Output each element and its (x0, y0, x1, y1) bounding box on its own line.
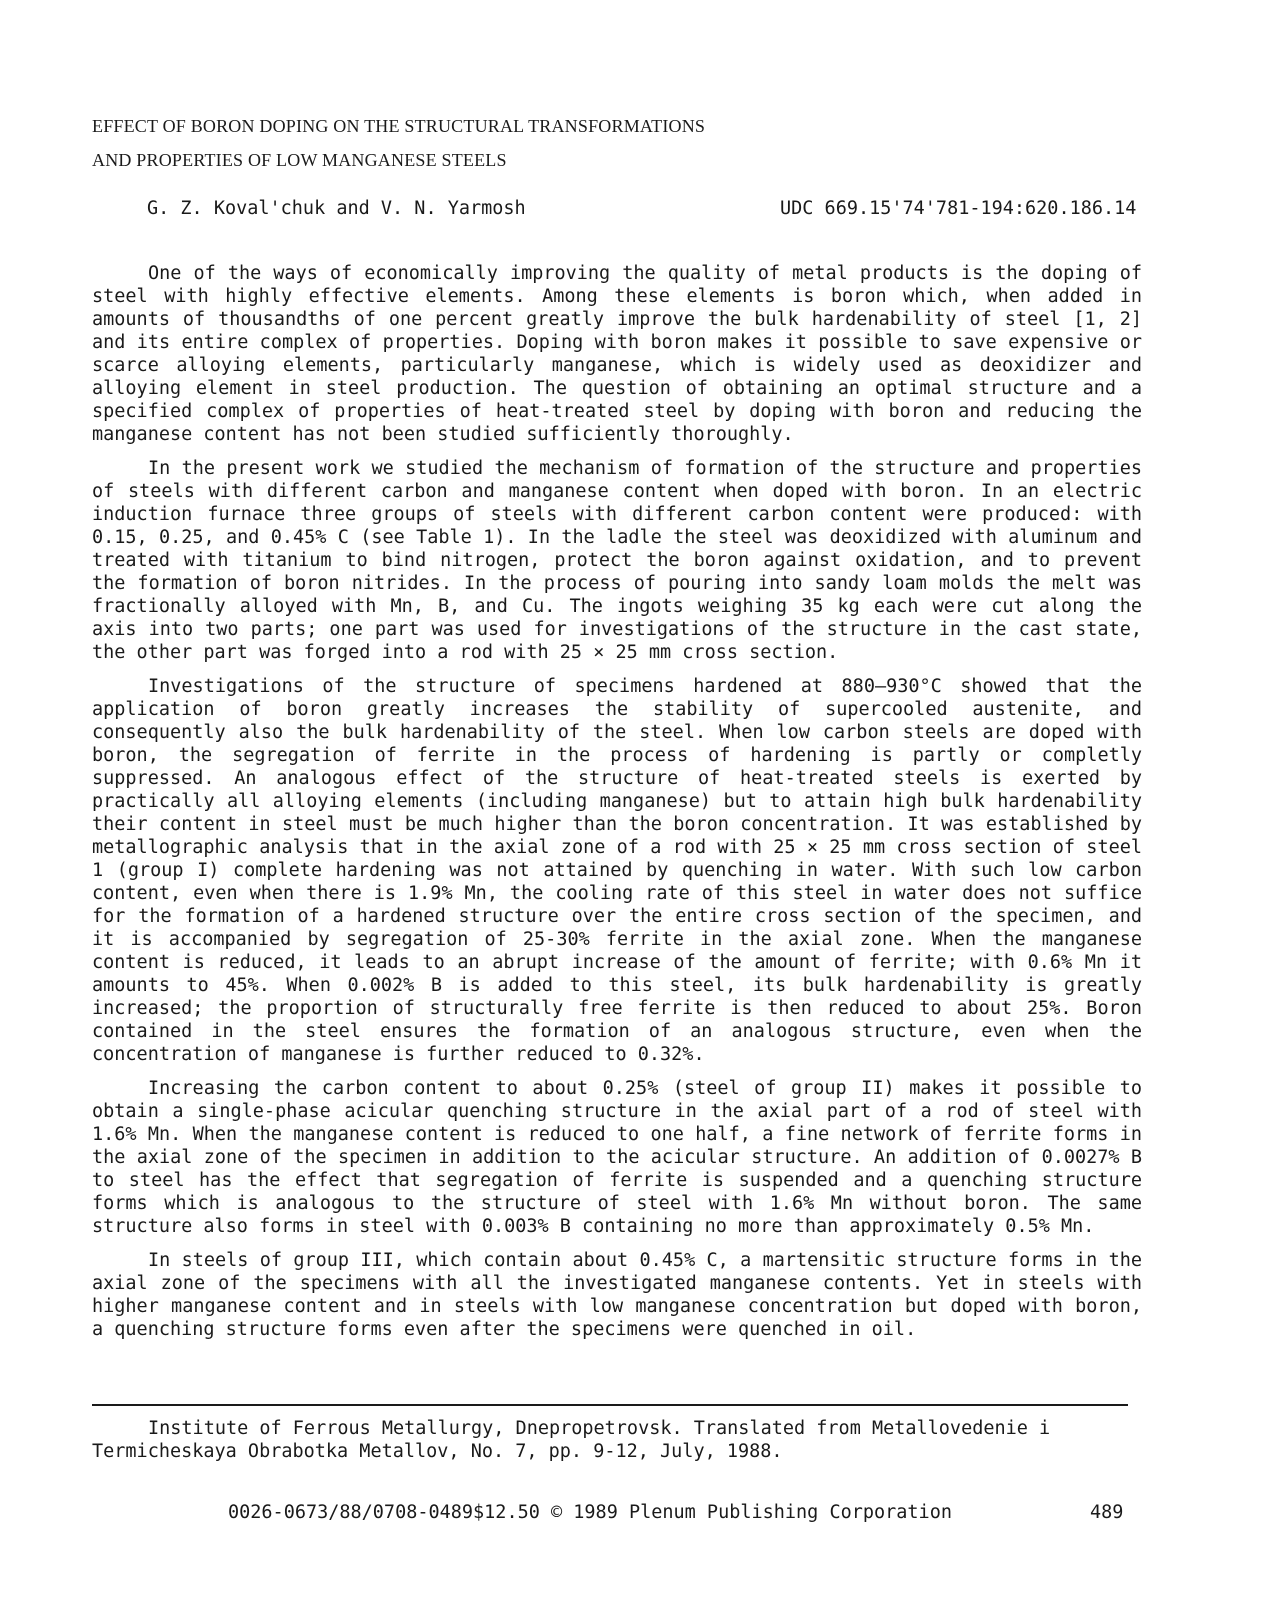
paper-title-line-1: EFFECT OF BORON DOPING ON THE STRUCTURAL TRANSFORMATIONS (92, 116, 706, 136)
footnote (92, 1417, 1122, 1463)
paragraph-3: Investigations of the structure of specimens hardened at 880–930°C showed that the application of boron greatly increases the stability of supercooled austenite, and consequently also the bulk hardenability of the steel. When low carbon steels are doped with boron, the segregation of ferrite in the process of hardening is partly or completly suppressed. An analogous effect of the structure of heat-treated steels is exerted by practically all alloying elements (including manganese) but to attain high bulk hardenability their content in steel must be much higher than the boron concentration. It was established by metallographic analysis that in the axial zone of a rod with 25 × 25 mm cross section of steel 1 (group I) complete hardening was not attained by quenching in water. With such low carbon content, even when there is 1.9% Mn, the cooling rate of this steel in water does not suffice for the formation of a hardened structure over the entire cross section of the specimen, and it is accompanied by segregation of 25-30% ferrite in the axial zone. When the manganese content is reduced, it leads to an abrupt increase of the amount of ferrite; with 0.6% Mn it amounts to 45%. When 0.002% B is added to this steel, its bulk hardenability is greatly increased; the proportion of structurally free ferrite is then reduced to about 25%. Boron contained in the steel ensures the formation of an analogous structure, even when the concentration of manganese is further reduced to 0.32%. (92, 676, 1142, 1065)
paper-title-line-2: AND PROPERTIES OF LOW MANGANESE STEELS (92, 150, 507, 170)
article-body (92, 262, 1142, 1352)
authors: G. Z. Koval'chuk and V. N. Yarmosh (147, 198, 526, 219)
paragraph-2: In the present work we studied the mechanism of formation of the structure and properties of steels with different carbon and manganese content when doped with boron. In an electric induction furnace three groups of steels with different carbon content were produced: with 0.15, 0.25, and 0.45% C (see Table 1). In the ladle the steel was deoxidized with aluminum and treated with titanium to bind nitrogen, protect the boron against oxidation, and to prevent the formation of boron nitrides. In the process of pouring into sandy loam molds the melt was fractionally alloyed with Mn, B, and Cu. The ingots weighing 35 kg each were cut along the axis into two parts; one part was used for investigations of the structure in the cast state, the other part was forged into a rod with 25 × 25 mm cross section. (92, 458, 1142, 663)
page-number: 489 (1090, 1502, 1124, 1523)
footnote-text: Institute of Ferrous Metallurgy, Dnepropetrovsk. Translated from Metallovedenie i Termicheskaya Obrabotka Metallov, No. 7, pp. 9-12, July, 1988. (92, 1418, 1051, 1462)
udc-code: UDC 669.15'74'781-194:620.186.14 (780, 198, 1137, 219)
footnote-divider (92, 1404, 1128, 1406)
paragraph-5: In steels of group III, which contain about 0.45% C, a martensitic structure forms in the axial zone of the specimens with all the investigated manganese contents. Yet in steels with higher manganese content and in steels with low manganese concentration but doped with boron, a quenching structure forms even after the specimens were quenched in oil. (92, 1250, 1142, 1340)
paragraph-1: One of the ways of economically improving the quality of metal products is the doping of steel with highly effective elements. Among these elements is boron which, when added in amounts of thousandths of one percent greatly improve the bulk hardenability of steel [1, 2] and its entire complex of properties. Doping with boron makes it possible to save expensive or scarce alloying elements, particularly manganese, which is widely used as deoxidizer and alloying element in steel production. The question of obtaining an optimal structure and a specified complex of properties of heat-treated steel by doping with boron and reducing the manganese content has not been studied sufficiently thoroughly. (92, 263, 1142, 445)
copyright-line: 0026-0673/88/0708-0489$12.50 © 1989 Plenum Publishing Corporation (228, 1502, 952, 1523)
paragraph-4: Increasing the carbon content to about 0.25% (steel of group II) makes it possible to obtain a single-phase acicular quenching structure in the axial part of a rod of steel with 1.6% Mn. When the manganese content is reduced to one half, a fine network of ferrite forms in the axial zone of the specimen in addition to the acicular structure. An addition of 0.0027% B to steel has the effect that segregation of ferrite is suspended and a quenching structure forms which is analogous to the structure of steel with 1.6% Mn without boron. The same structure also forms in steel with 0.003% B containing no more than approximately 0.5% Mn. (92, 1078, 1142, 1237)
